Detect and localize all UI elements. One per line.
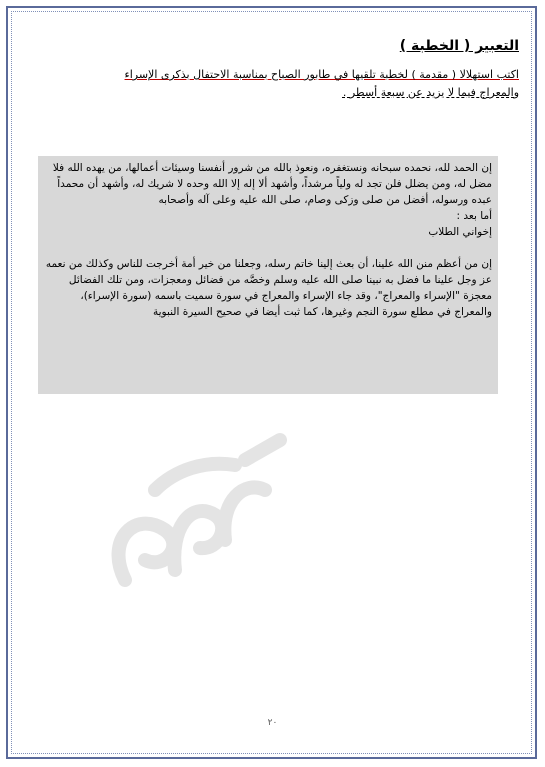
watermark-logo — [95, 420, 295, 610]
speech-paragraph-opening: إن الحمد لله، نحمده سبحانه ونستغفره، ونعوذ بالله من شرور أنفسنا وسيئات أعمالها، من يهده الله فلا مضل له، ومن يضلل فلن تجد له ولياً مرشداً، وأشهد ألا إله إلا الله وحده لا شريك له، وأشهد أن محمداً عبده ورسوله، أفضل من صلى وزكى وصام، صلى الله عليه وعلى آله وأصحابه — [52, 162, 492, 206]
instruction-line-1 — [26, 66, 519, 84]
speech-paragraph-body: إن من أعظم منن الله علينا، أن بعث إلينا خاتم رسله، وجعلنا من خير أمة أخرجت للناس وكذلك من نعمه عز وجل علينا ما فضل به نبينا صلى الله عليه وسلم وخصَّه من فضائل ومعجزات، ومن تلك الفضائل معجزة "الإسراء والمعراج"، وقد جاء الإسراء والمعراج في سورة سميت باسمه (سورة الإسراء)، والمعراج في مطلع سورة النجم وغيرها، كما ثبت أيضا في صحيح السيرة النبوية — [45, 258, 492, 318]
document-body — [26, 38, 519, 102]
speech-box — [38, 156, 498, 394]
instruction-text-2: والمعراج فيما لا يزيد عن سبعة أسطر . — [342, 86, 519, 99]
paragraph-gap — [44, 240, 492, 256]
instruction-text-1: اكتب استهلالا ( مقدمة ) لخطبة تلقيها في طابور الصباح بمناسبة الاحتفال بذكرى الإسراء — [124, 68, 519, 81]
page-title: التعبير ( الخطبة ) — [399, 38, 519, 54]
speech-paragraph-address: إخواني الطلاب — [428, 226, 492, 238]
page-number: ٢٠ — [267, 718, 278, 728]
instruction-line-2 — [26, 84, 519, 102]
speech-paragraph-amma-baad: أما بعد : — [456, 210, 492, 222]
